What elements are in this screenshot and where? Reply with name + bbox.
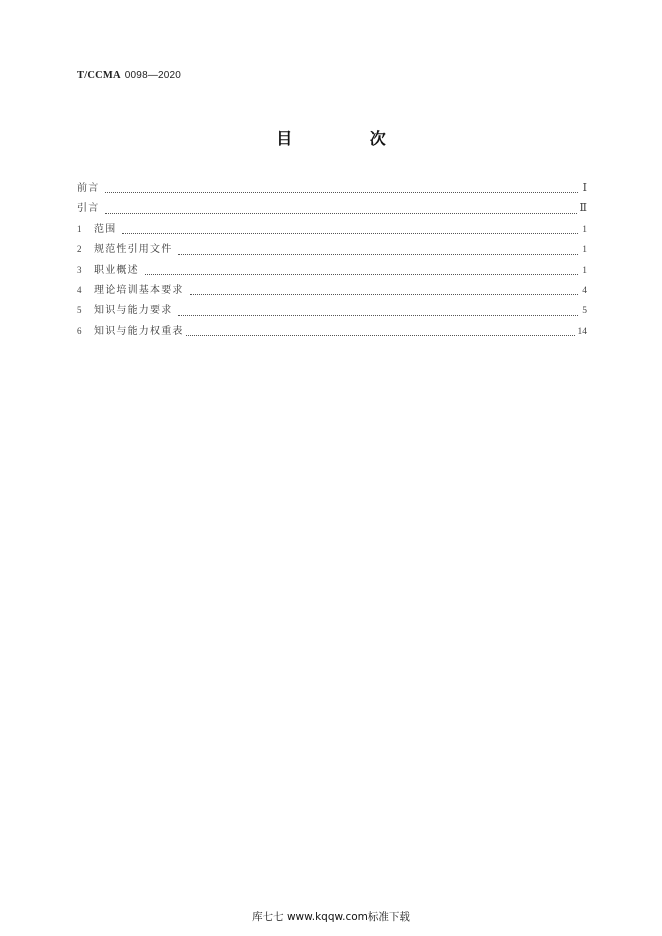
- toc-entry-label: 前言: [77, 183, 100, 194]
- toc-entry-number: 6: [77, 325, 82, 336]
- toc-entry-weight-table[interactable]: [77, 322, 587, 342]
- toc-entry-label: 知识与能力要求: [94, 305, 173, 317]
- toc-entry-number: 1: [77, 223, 82, 234]
- toc-entry-page: 1: [582, 224, 587, 235]
- toc-entry-label: 引言: [77, 203, 100, 215]
- toc-entry-normative-references[interactable]: [77, 240, 587, 260]
- toc-entry-number: 5: [77, 305, 82, 316]
- toc-entry-page: 5: [582, 306, 587, 317]
- toc-leader-dots: [178, 315, 578, 316]
- toc-entry-label: 理论培训基本要求: [94, 284, 184, 296]
- toc-leader-dots: [178, 254, 578, 255]
- toc-entry-page: Ⅱ: [579, 202, 587, 215]
- toc-entry-number: 4: [77, 284, 82, 295]
- toc-entry-number: 2: [77, 244, 82, 255]
- document-code: [77, 70, 181, 81]
- toc-entry-knowledge-ability[interactable]: [77, 301, 587, 321]
- toc-entry-number: 3: [77, 264, 82, 275]
- document-code-number: 0098—2020: [124, 70, 182, 81]
- toc-entry-label: 职业概述: [94, 264, 139, 276]
- toc-entry-label: 规范性引用文件: [94, 244, 173, 256]
- toc-leader-dots: [105, 192, 578, 193]
- toc-entry-label: 知识与能力权重表: [94, 325, 184, 337]
- toc-leader-dots: [186, 335, 575, 336]
- document-code-prefix: T/CCMA: [77, 70, 121, 81]
- table-of-contents: [77, 179, 587, 342]
- toc-title: 目 次: [276, 129, 422, 148]
- toc-entry-page: Ⅰ: [582, 182, 587, 194]
- toc-entry-scope[interactable]: [77, 220, 587, 240]
- toc-entry-introduction[interactable]: [77, 199, 587, 219]
- toc-leader-dots: [122, 233, 578, 234]
- toc-leader-dots: [105, 213, 576, 214]
- toc-entry-page: 4: [582, 285, 587, 296]
- footer-watermark: 库七七 www.kqqw.com标准下载: [252, 911, 410, 923]
- toc-entry-label: 范围: [94, 223, 117, 235]
- toc-entry-theory-training[interactable]: [77, 281, 587, 301]
- toc-entry-page: 1: [582, 265, 587, 276]
- toc-entry-page: 1: [582, 245, 587, 256]
- toc-entry-page: 14: [577, 326, 587, 337]
- toc-leader-dots: [145, 274, 578, 275]
- toc-entry-occupation-overview[interactable]: [77, 261, 587, 281]
- toc-leader-dots: [190, 294, 578, 295]
- toc-entry-foreword[interactable]: [77, 179, 587, 199]
